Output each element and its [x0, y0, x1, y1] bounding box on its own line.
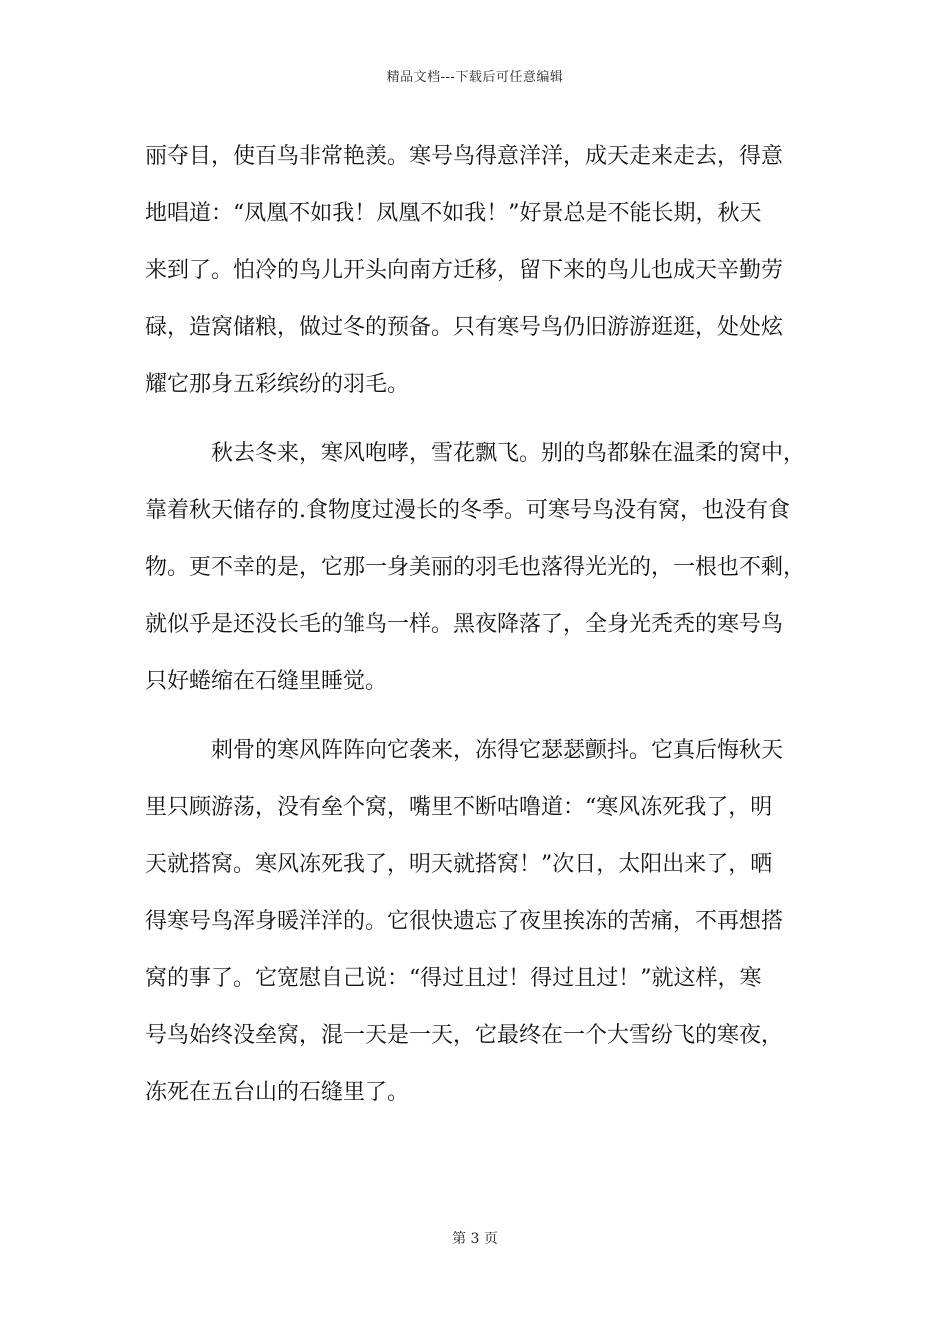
text-line: 来到了。怕冷的鸟儿开头向南方迁移，留下来的鸟儿也成天辛勤劳 [145, 258, 784, 283]
text-line: 耀它那身五彩缤纷的羽毛。 [145, 372, 410, 397]
paragraph-1 [145, 128, 825, 413]
page-number: 第 3 页 [452, 1231, 498, 1247]
text-line: 地唱道：“凤凰不如我！凤凰不如我！”好景总是不能长期，秋天 [145, 201, 762, 226]
text-line: 碌，造窝储粮，做过冬的预备。只有寒号鸟仍旧游游逛逛，处处炫 [145, 315, 784, 340]
text-line: 靠着秋天储存的.食物度过漫长的冬季。可寒号鸟没有窝，也没有食 [145, 498, 790, 523]
paragraph-3 [145, 722, 825, 1121]
page-header: 精品文档---下载后可任意编辑 [386, 70, 564, 85]
text-line: 天就搭窝。寒风冻死我了，明天就搭窝！”次日，太阳出来了，晒 [145, 852, 773, 877]
paragraph-gap [145, 413, 825, 425]
text-line: 冻死在五台山的石缝里了。 [145, 1080, 410, 1105]
text-line: 窝的事了。它宽慰自己说：“得过且过！得过且过！”就这样，寒 [145, 966, 762, 991]
text-line: 就似乎是还没长毛的雏鸟一样。黑夜降落了，全身光秃秃的寒号鸟 [145, 612, 784, 637]
text-line: 物。更不幸的是，它那一身美丽的羽毛也落得光光的，一根也不剩， [145, 555, 806, 580]
text-line: 刺骨的寒风阵阵向它袭来，冻得它瑟瑟颤抖。它真后悔秋天 [211, 738, 784, 763]
text-line: 号鸟始终没垒窝，混一天是一天，它最终在一个大雪纷飞的寒夜， [145, 1023, 784, 1048]
document-body [145, 128, 825, 1121]
paragraph-gap [145, 710, 825, 722]
text-line: 丽夺目，使百鸟非常艳羡。寒号鸟得意洋洋，成天走来走去，得意 [145, 144, 784, 169]
text-line: 只好蜷缩在石缝里睡觉。 [145, 669, 388, 694]
paragraph-2 [145, 425, 825, 710]
text-line: 得寒号鸟浑身暖洋洋的。它很快遗忘了夜里挨冻的苦痛，不再想搭 [145, 909, 784, 934]
text-line: 秋去冬来，寒风咆哮，雪花飘飞。别的鸟都躲在温柔的窝中， [211, 441, 806, 466]
text-line: 里只顾游荡，没有垒个窝，嘴里不断咕噜道：“寒风冻死我了，明 [145, 795, 773, 820]
